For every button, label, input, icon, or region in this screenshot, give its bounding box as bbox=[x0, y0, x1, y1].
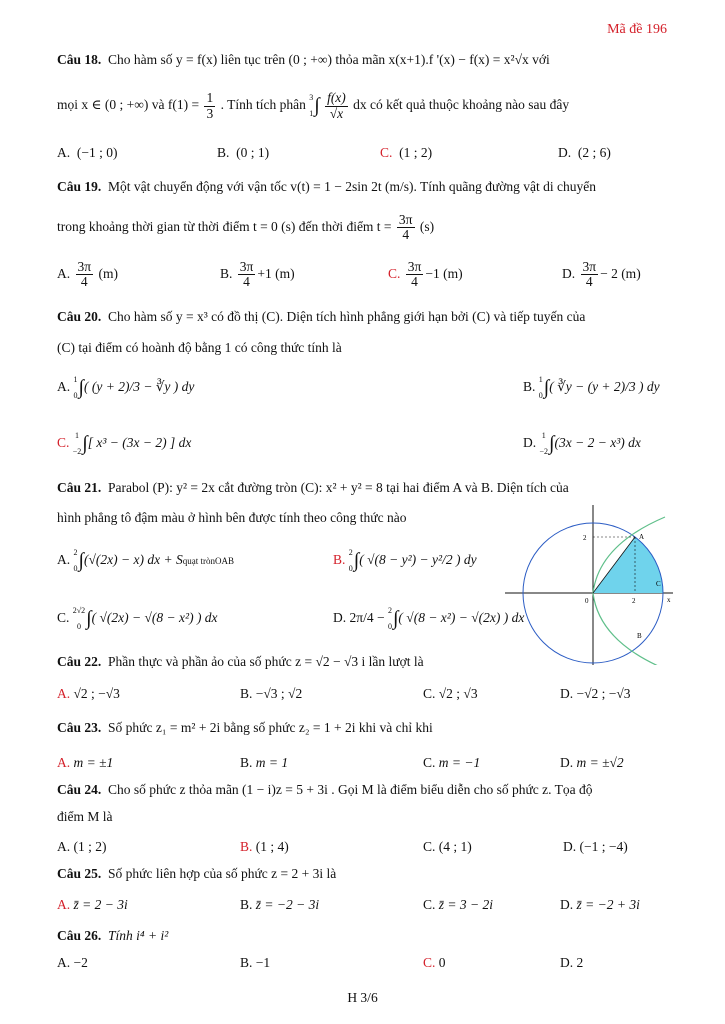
option-c[interactable]: C. $\frac{3\pi}{4}$ −1 (m) bbox=[388, 259, 463, 290]
question-label: Câu 24. bbox=[57, 782, 102, 797]
option-c[interactable]: C. m = −1 bbox=[423, 755, 481, 770]
page-number: H 3/6 bbox=[347, 990, 378, 1005]
option-d[interactable]: D. z̄ = −2 + 3i bbox=[560, 897, 640, 912]
label-c: C bbox=[656, 580, 661, 588]
option-b[interactable]: B. −1 bbox=[240, 955, 271, 970]
question-text: Tính i⁴ + i² bbox=[108, 928, 169, 943]
question-21-line1 bbox=[57, 480, 569, 496]
question-text: . Tính tích phân bbox=[220, 97, 306, 113]
parabola-lower bbox=[593, 593, 665, 665]
circle-parabola-figure bbox=[505, 505, 675, 665]
integral-limits: 3 1 bbox=[309, 93, 314, 118]
question-label: Câu 20. bbox=[57, 309, 102, 324]
fraction: $\frac{1}{3}$ bbox=[206, 90, 214, 121]
option-d[interactable]: D. −√2 ; −√3 bbox=[560, 686, 631, 701]
question-text: trong khoảng thời gian từ thời điểm t = 0 (s) đến thời điểm t = bbox=[57, 218, 392, 234]
option-a[interactable]: A. z̄ = 2 − 3i bbox=[57, 897, 128, 912]
question-text: Cho số phức z thỏa mãn (1 − i)z = 5 + 3i . Gọi M là điểm biểu diễn cho số phức z. Tọa độ bbox=[108, 782, 593, 797]
label-x: x bbox=[667, 596, 671, 604]
question-label: Câu 21. bbox=[57, 480, 102, 495]
option-b[interactable]: B. 2 0 ∫( √(8 − y²) − y²/2 ) dy bbox=[333, 548, 477, 573]
option-d[interactable]: D. (2 ; 6) bbox=[558, 145, 611, 160]
question-label: Câu 25. bbox=[57, 866, 102, 881]
option-b[interactable]: B. (0 ; 1) bbox=[217, 145, 270, 160]
option-a[interactable]: A. $\frac{3\pi}{4}$ (m) bbox=[57, 259, 118, 290]
label-o: 0 bbox=[585, 597, 589, 605]
option-a[interactable]: A. −2 bbox=[57, 955, 88, 970]
option-a[interactable]: A. 2 0 ∫(√(2x) − x) dx + Squạt trònOAB bbox=[57, 548, 234, 573]
option-b[interactable]: B. −√3 ; √2 bbox=[240, 686, 303, 701]
question-text: Phần thực và phần ảo của số phức z = √2 − √3 i lần lượt là bbox=[108, 654, 424, 669]
option-b[interactable]: B. (1 ; 4) bbox=[240, 839, 289, 854]
option-b[interactable]: B. m = 1 bbox=[240, 755, 289, 770]
question-19-line1 bbox=[57, 179, 596, 195]
question-label: Câu 23. bbox=[57, 720, 102, 735]
option-c[interactable]: C. (1 ; 2) bbox=[380, 145, 433, 160]
question-18-line2 bbox=[57, 90, 569, 122]
option-c[interactable]: C. 0 bbox=[423, 955, 446, 970]
question-label: Câu 19. bbox=[57, 179, 102, 194]
exam-code: Mã đề 196 bbox=[607, 22, 667, 37]
label-x2: 2 bbox=[632, 597, 636, 605]
question-text: mọi x ∈ (0 ; +∞) và f(1) = bbox=[57, 97, 200, 113]
option-c[interactable]: C. (4 ; 1) bbox=[423, 839, 472, 854]
question-26-line1 bbox=[57, 928, 168, 944]
question-text: dx có kết quả thuộc khoảng nào sau đây bbox=[353, 97, 570, 113]
option-a[interactable]: A. (−1 ; 0) bbox=[57, 145, 118, 160]
question-text: Một vật chuyển động với vận tốc v(t) = 1 − 2sin 2t (m/s). Tính quãng đường vật di chuyển bbox=[108, 179, 597, 194]
option-d[interactable]: D. (−1 ; −4) bbox=[563, 839, 628, 854]
question-23-line1 bbox=[57, 720, 433, 736]
question-text: Cho hàm số y = f(x) liên tục trên (0 ; +∞) thỏa mãn x(x+1).f '(x) − f(x) = x²√x với bbox=[108, 52, 550, 67]
option-a[interactable]: A. √2 ; −√3 bbox=[57, 686, 120, 701]
label-a: A bbox=[639, 533, 645, 541]
question-text: (s) bbox=[419, 218, 435, 234]
question-text: Cho hàm số y = x³ có đồ thị (C). Diện tích hình phẳng giới hạn bởi (C) và tiếp tuyến của bbox=[108, 309, 586, 324]
question-20-line1 bbox=[57, 309, 585, 325]
option-b[interactable]: B. 1 0 ∫( ∛y − (y + 2)/3 ) dy bbox=[523, 375, 660, 400]
question-20-line2: (C) tại điểm có hoành độ bằng 1 có công thức tính là bbox=[57, 340, 342, 355]
option-c[interactable]: C. 1 −2 ∫[ x³ − (3x − 2) ] dx bbox=[57, 431, 192, 456]
option-d[interactable]: D. 1 −2 ∫(3x − 2 − x³) dx bbox=[523, 431, 641, 456]
integrand-fraction: $\frac{f(x)}{√x}$ bbox=[327, 90, 346, 121]
question-text: Parabol (P): y² = 2x cắt đường tròn (C): x² + y² = 8 tại hai điểm A và B. Diện tích của bbox=[108, 480, 569, 495]
question-24-line2: điểm M là bbox=[57, 809, 113, 824]
option-a[interactable]: A. (1 ; 2) bbox=[57, 839, 107, 854]
question-19-line2 bbox=[57, 213, 434, 242]
question-18-line1 bbox=[57, 52, 550, 68]
question-24-line1 bbox=[57, 782, 593, 798]
question-25-line1 bbox=[57, 866, 336, 882]
label-y2: 2 bbox=[583, 534, 587, 542]
label-b: B bbox=[637, 632, 642, 640]
option-c[interactable]: C. z̄ = 3 − 2i bbox=[423, 897, 493, 912]
option-d[interactable]: D. $\frac{3\pi}{4}$ − 2 (m) bbox=[562, 259, 641, 290]
question-text: Số phức z₁ = m² + 2i bằng số phức z₂ = 1 + 2i khi và chỉ khi bbox=[108, 720, 433, 735]
fraction: $\frac{3\pi}{4}$ bbox=[398, 212, 413, 243]
question-22-line1 bbox=[57, 654, 424, 670]
question-label: Câu 22. bbox=[57, 654, 102, 669]
option-d[interactable]: D. 2 bbox=[560, 955, 584, 970]
option-b[interactable]: B. z̄ = −2 − 3i bbox=[240, 897, 320, 912]
option-c[interactable]: C. 2√2 0 ∫( √(2x) − √(8 − x²) ) dx bbox=[57, 606, 218, 631]
question-text: Số phức liên hợp của số phức z = 2 + 3i là bbox=[108, 866, 337, 881]
option-d[interactable]: D. 2π/4 − 2 0 ∫( √(8 − x²) − √(2x) ) dx bbox=[333, 606, 525, 631]
option-d[interactable]: D. m = ±√2 bbox=[560, 755, 624, 770]
option-a[interactable]: A. m = ±1 bbox=[57, 755, 114, 770]
question-21-line2: hình phẳng tô đậm màu ở hình bên được tính theo công thức nào bbox=[57, 510, 407, 525]
question-label: Câu 26. bbox=[57, 928, 102, 943]
option-a[interactable]: A. 1 0 ∫( (y + 2)/3 − ∛y ) dy bbox=[57, 375, 195, 400]
question-label: Câu 18. bbox=[57, 52, 102, 67]
option-b[interactable]: B. $\frac{3\pi}{4}$ +1 (m) bbox=[220, 259, 295, 290]
integral-sign: ∫ bbox=[314, 94, 320, 117]
option-c[interactable]: C. √2 ; √3 bbox=[423, 686, 478, 701]
